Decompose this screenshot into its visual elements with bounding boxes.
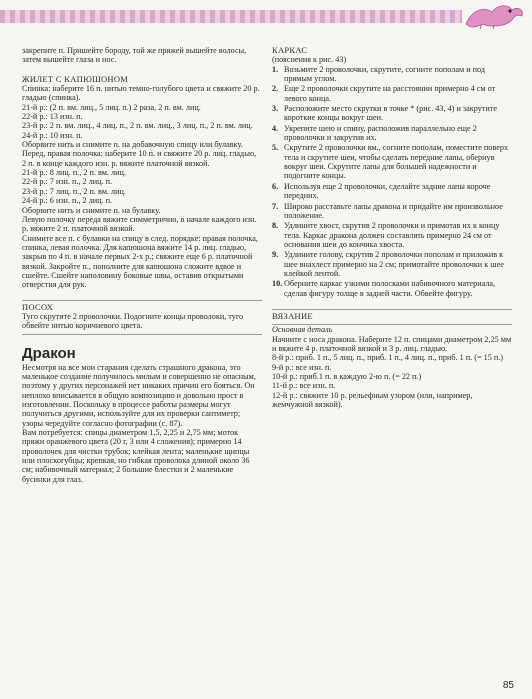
step-item — [272, 202, 512, 221]
page-number: 85 — [502, 680, 514, 691]
knit-line: 10-й р.: приб.1 п. в каждую 2-ю п. (= 22 п.) — [272, 372, 422, 381]
vest-line: 21-й р.: (2 п. вм. лиц., 5 лиц. п.) 2 раза, 2 п. вм. лиц. — [22, 102, 201, 112]
vest-line: Снимите все п. с булавки на спицу в след. порядке: правая полочка, спинка, левая полочка. Для капюшона вяжите 14 р. лиц. гладью, закрыв по 4 п. в начале первых 2-х р.; свяжите еще 6 р. платочной вязкой. Закройте п., пополните для капюшона сложите вдвое и сшейте. Сшейте наполовину боковые швы, оставив открытыми отверстия для рук. — [22, 233, 258, 290]
vest-line: Оборвите нить и снимите п. на добавочную спицу или булавку. Перед, правая полочка: наберите 10 п. и свяжите 20 р. лиц. гладью, 2 п. в конце каждого изн. р. вяжите платочной вязкой. — [22, 140, 257, 168]
step-number: 5. — [272, 143, 279, 153]
step-number: 2. — [272, 84, 279, 94]
vest-line: 23-й р.: 7 лиц. п., 2 п. вм. лиц. — [22, 186, 126, 196]
vest-line: 24-й р.: 6 изн. п., 2 лиц. п. — [22, 196, 113, 206]
knit-line: 9-й р.: все изн. п. — [272, 362, 332, 372]
right-column — [272, 46, 512, 409]
knit-line: Начните с носа дракона. Наберите 12 п. спицами диаметром 2,25 мм и вяжите 4 р. платочной вязкой и 3 р. лиц. гладью. — [272, 334, 512, 353]
step-text: Расположите место скрутки в точке * (рис. 43, 4) и закрутите короткие концы вокруг шеи. — [284, 104, 497, 123]
staff-box — [22, 300, 262, 335]
step-text: Скрутите 2 проволочки вм., согните пополам, поместите поверх тела и скрутите шеи, чтобы сделать передние лапы, обернув вокруг шеи. Скрутите лапы для большей надежности и подогните концы. — [284, 143, 509, 181]
vest-line: Оборвите нить и снимите п. на булавку. — [22, 205, 161, 215]
step-number: 6. — [272, 181, 279, 191]
main-part-subheading: Основная деталь — [272, 325, 333, 335]
left-column — [22, 46, 262, 484]
materials-text: Вам потребуется: спицы диаметром 1,5, 2,25 и 2,75 мм; моток пряжи оранжевого цвета (20 г, 3 или 4 сложения); примерно 14 проволочек для чистки трубок; клейкая лента; маленькие щипцы или плоскогубцы; крепкая, но гибкая проволока длиной около 36 см; набивочный материал; 2 большие блестки и 2 маленькие бусинки для глаз. — [22, 428, 250, 484]
vest-line: 22-й р.: 7 изн. п., 2 лиц. п. — [22, 177, 113, 187]
dragon-logo-icon — [462, 0, 528, 30]
step-number: 4. — [272, 123, 279, 133]
step-number: 7. — [272, 201, 279, 211]
vest-line: Левую полочку переда вяжите симметрично, в начале каждого изн. р. вяжите 2 п. платочной вязкой. — [22, 214, 257, 234]
step-number: 8. — [272, 221, 279, 231]
step-item — [272, 221, 512, 249]
step-text: Возьмите 2 проволочки, скрутите, согните пополам и под прямым углом. — [284, 64, 486, 84]
step-text: Используя еще 2 проволочки, сделайте задние лапы короче передних. — [284, 181, 491, 201]
frame-subheading: (пояснения к рис. 43) — [272, 55, 347, 65]
step-number: 3. — [272, 104, 279, 114]
vest-line: 21-й р.: 8 лиц. п., 2 п. вм. лиц. — [22, 168, 126, 178]
decorative-header — [0, 0, 532, 30]
step-item — [272, 250, 512, 278]
step-item — [272, 65, 512, 84]
frame-steps — [272, 65, 512, 298]
knit-line: 8-й р.: приб. 1 п., 5 лиц. п., приб. 1 п., 4 лиц. п., приб. 1 п. (= 15 п.) — [272, 353, 503, 363]
vest-line: 22-й р.: 13 изн. п. — [22, 112, 83, 122]
vest-line: 24-й р.: 10 изн. п. — [22, 130, 83, 140]
staff-text: Туго скрутите 2 проволочки. Подогните концы проволоки, туго обвейте нитью коричневого цвета. — [22, 311, 244, 331]
step-text: Укрепите шею и спину, расположив параллельно еще 2 проволочки и закрутив их. — [284, 123, 477, 143]
frame-heading: КАРКАС — [272, 45, 308, 55]
step-number: 9. — [272, 250, 279, 260]
step-text: Оберните каркас узкими полосками набивочного материала, сделав фигуру толще в задней части. Обвейте фигуру. — [284, 279, 496, 298]
dragon-title: Дракон — [22, 344, 76, 362]
step-item — [272, 182, 512, 201]
step-item — [272, 143, 512, 180]
step-item — [272, 104, 512, 123]
knit-line: 12-й р.: свяжите 10 р. рельефным узором (или, например, жемчужной вязкой). — [272, 390, 473, 410]
step-text: Еще 2 проволочки скрутите на расстоянии примерно 4 см от левого конца. — [284, 84, 496, 103]
knitting-heading: ВЯЗАНИЕ — [272, 310, 313, 321]
staff-heading: ПОСОХ — [22, 301, 54, 312]
step-item — [272, 84, 512, 103]
dragon-intro: Несмотря на все мои старания сделать страшного дракона, это маленькое создание получилось милым и совершенно не опасным, поэтому у других персонажей нет никаких причин его бояться. Он неплохо вписывается в общую композицию и довольно прост в изготовлении. Поскольку в процессе работы размеры могут получиться другими, используйте для их проверки сантиметр; узоры чередуйте согласно фотографии (с. 87). — [22, 362, 256, 428]
step-number: 1. — [272, 64, 279, 74]
intro-paragraph: закрепите п. Пришейте бороду, той же пряжей вышейте волосы, затем вышейте глаза и нос. — [22, 46, 247, 65]
knitting-section — [272, 309, 512, 325]
vest-line: Спинка: наберите 16 п. нитью темно-голубого цвета и свяжите 20 р. гладью (спинка). — [22, 84, 260, 103]
step-item — [272, 124, 512, 143]
step-number: 10. — [272, 279, 283, 289]
step-text: Удлините хвост, скрутив 2 проволочки и примотав их к концу тела. Каркас дракона должен составлять примерно 24 см от основания шеи до кончика хвоста. — [284, 221, 500, 249]
vest-line: 23-й р.: 2 п. вм. лиц., 4 лиц. п., 2 п. вм. лиц., 3 лиц. п., 2 п. вм. лиц. — [22, 121, 253, 131]
step-text: Удлините голову, скрутив 2 проволочки пополам и приложив к шее внахлест примерно на 2 см; примотайте проволочки к шее клейкой лентой. — [284, 250, 504, 278]
header-stripe — [0, 10, 462, 23]
step-text: Широко расставьте лапы дракона и придайте им произвольное положение. — [284, 201, 503, 220]
knit-line: 11-й р.: все изн. п. — [272, 381, 336, 391]
step-item — [272, 279, 512, 298]
vest-heading: ЖИЛЕТ С КАПЮШОНОМ — [22, 73, 129, 84]
